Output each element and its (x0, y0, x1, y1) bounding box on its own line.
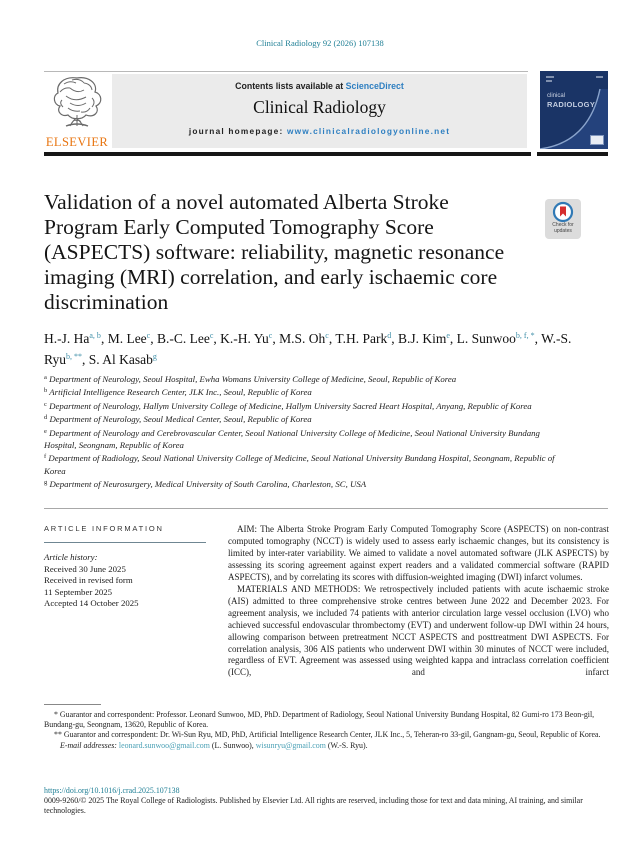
cover-microtext (596, 76, 603, 78)
author: W.-S. Ryu$^{b, **}$, (44, 331, 572, 367)
homepage-line (112, 126, 527, 136)
affiliation-item: $^a$ Department of Neurology, Seoul Hospital, Ewha Womans University College of Medicine, Seoul, Republic of Korea (44, 374, 457, 384)
abstract-aim-paragraph: AIM: The Alberta Stroke Program Early Computed Tomography Score (ASPECTS) on non-contrast computed tomography (NCCT) is widely used to assess early ischaemic changes, but its consistency is limited by inter-rater variability. We aimed to validate a novel automated software (JLK ASPECTS) by assessing its scoring agreement against expert readers and a validated commercial software (RAPID ASPECTS), and by correlating its scores with diffusion-weighted imaging (DWI) infarct volumes. (228, 524, 609, 582)
affiliation-item: $^d$ Department of Neurology, Seoul Medical Center, Seoul, Republic of Korea (44, 414, 312, 425)
footnote-1 (44, 710, 609, 730)
author-superscript: a, b (89, 331, 101, 340)
history-line: Accepted 14 October 2025 (44, 598, 139, 609)
author-superscript: b, ** (65, 351, 82, 361)
email-2-suffix: (W.-S. Ryu). (325, 741, 368, 751)
author-superscript: b, f, * (515, 331, 535, 340)
email-line (44, 741, 609, 751)
article-info-column (44, 524, 210, 610)
cover-publisher-mark (590, 135, 604, 145)
doi-link[interactable]: https://doi.org/10.1016/j.crad.2025.107138 (44, 786, 180, 795)
footnote-1-marker: * (54, 710, 58, 719)
affiliations (44, 372, 564, 491)
check-for-updates-label: Check for updates (552, 222, 574, 234)
author: B.-C. Lee$^c$, (156, 331, 221, 346)
contents-prefix: Contents lists available at (235, 81, 346, 91)
author-superscript: e (446, 331, 450, 340)
history-line: Received in revised form (44, 575, 133, 586)
author-superscript: c (268, 331, 273, 340)
cover-title-line2: RADIOLOGY (547, 100, 596, 109)
elsevier-wordmark: ELSEVIER (45, 135, 109, 149)
history-line: 11 September 2025 (44, 586, 113, 597)
doi-line (44, 786, 180, 795)
email-label: E-mail addresses: (60, 741, 119, 751)
author: H.-J. Ha$^{a, b}$, (44, 331, 108, 346)
author: S. Al Kasab$^g$ (88, 351, 157, 367)
email-link-2[interactable]: wisunryu@gmail.com (255, 741, 326, 751)
homepage-link[interactable]: www.clinicalradiologyonline.net (286, 126, 451, 136)
abstract-methods-paragraph: MATERIALS AND METHODS: We retrospectively included patients with acute ischaemic stroke (AIS) admitted to three comprehensive stroke centres between June 2022 and December 2023. For agreement analysis, we included 74 patients with anterior circulation large vessel occlusion (LVO) who achieved successful endovascular thrombectomy (EVT) and underwent follow-up DWI within 24 hours, allowing comparison between pretreatment NCCT ASPECTS and posttreatment DWI ASPECTS. For correlation analysis, 306 AIS patients who underwent DWI within 30 minutes of NCCT were included, regardless of EVT. Agreement was assessed using weighted kappa and intraclass correlation coefficient (ICC), and infarct (228, 583, 609, 678)
email-1-suffix: (L. Sunwoo), (209, 741, 256, 751)
author: L. Sunwoo$^{b, f, *}$, (456, 331, 542, 346)
author: T.H. Park$^d$, (335, 331, 398, 346)
footnotes (44, 704, 609, 751)
journal-citation: Clinical Radiology 92 (2026) 107138 (256, 38, 384, 48)
affiliation-item: $^c$ Department of Neurology, Hallym University College of Medicine, Hallym University Sacred Heart Hospital, Anyang, Republic of Korea (44, 400, 532, 411)
footnote-divider (44, 704, 101, 705)
footnote-2-text: Guarantor and correspondent: Dr. Wi-Sun Ryu, MD, PhD, Artificial Intelligence Research Center, JLK Inc., 5, Teheran-ro 33-gil, Gangnam-gu, Seoul, Republic of Korea. (61, 730, 601, 740)
affiliation-item: $^e$ Department of Neurology and Cerebrovascular Center, Seoul National University College of Medicine, Seoul National University Bundang Hospital, Seongnam, Republic of Korea (44, 427, 540, 451)
footnote-2-marker: ** (54, 730, 62, 740)
email-link-1[interactable]: leonard.sunwoo@gmail.com (118, 741, 210, 751)
author: M.S. Oh$^c$, (279, 331, 336, 346)
bookmark-icon (552, 201, 574, 223)
author-superscript: c (209, 331, 214, 340)
authors-line (44, 327, 572, 368)
check-for-updates-badge[interactable] (545, 199, 581, 239)
masthead-black-bar (44, 152, 531, 156)
masthead-top-rule (44, 71, 528, 72)
copyright-line: 0009-9260/© 2025 The Royal College of Radiologists. Published by Elsevier Ltd. All rights are reserved, including those for text and data mining, AI training, and similar technologies. (44, 796, 583, 815)
journal-masthead-box (112, 74, 527, 148)
author: B.J. Kim$^e$, (397, 331, 457, 346)
cover-black-bar (537, 152, 608, 156)
author: M. Lee$^c$, (107, 331, 157, 346)
article-information-heading: ARTICLE INFORMATION (44, 524, 164, 533)
contents-line (112, 74, 527, 91)
footnote-1-text: Guarantor and correspondent: Professor. Leonard Sunwoo, MD, PhD. Department of Radiology, Seoul National University Bundang Hospital, 82 Gumi-ro 173 Beon-gil, Bundang-gu, Seongnam, 13620, Republic of Korea. (44, 710, 595, 730)
cover-microtext (546, 76, 554, 78)
elsevier-logo (44, 74, 110, 150)
footnote-2 (44, 730, 609, 740)
article-history-label: Article history: (44, 552, 98, 562)
author-superscript: c (325, 331, 329, 340)
homepage-label: journal homepage: (188, 126, 287, 136)
article-title: Validation of a novel automated Alberta Stroke Program Early Computed Tomography Score (ASPECTS) software: reliability, magnetic resonance imaging (MRI) correlation, and early ischaemic core discrimination (44, 190, 505, 314)
affiliation-item: $^b$ Artificial Intelligence Research Center, JLK Inc., Seoul, Republic of Korea (44, 387, 312, 398)
affiliation-item: $^f$ Department of Radiology, Seoul National University College of Medicine, Seoul National University Bundang Hospital, Seongnam, Republic of Korea (44, 453, 555, 476)
cover-title-line1: clinical (547, 93, 566, 99)
affiliation-item: $^g$ Department of Neurosurgery, Medical University of South Carolina, Charleston, SC, USA (44, 479, 367, 490)
author-superscript: g (152, 351, 157, 361)
sciencedirect-link[interactable]: ScienceDirect (345, 81, 404, 91)
journal-name: Clinical Radiology (253, 97, 386, 117)
cover-microtext (546, 80, 552, 82)
article-information-rule (44, 542, 206, 543)
history-line: Received 30 June 2025 (44, 563, 126, 574)
section-divider (44, 508, 608, 509)
journal-cover-thumbnail (540, 71, 608, 149)
abstract (228, 524, 609, 679)
elsevier-tree-icon (48, 74, 106, 132)
author-superscript: c (146, 331, 151, 340)
author: K.-H. Yu$^c$, (220, 331, 280, 346)
author-superscript: d (387, 331, 392, 340)
